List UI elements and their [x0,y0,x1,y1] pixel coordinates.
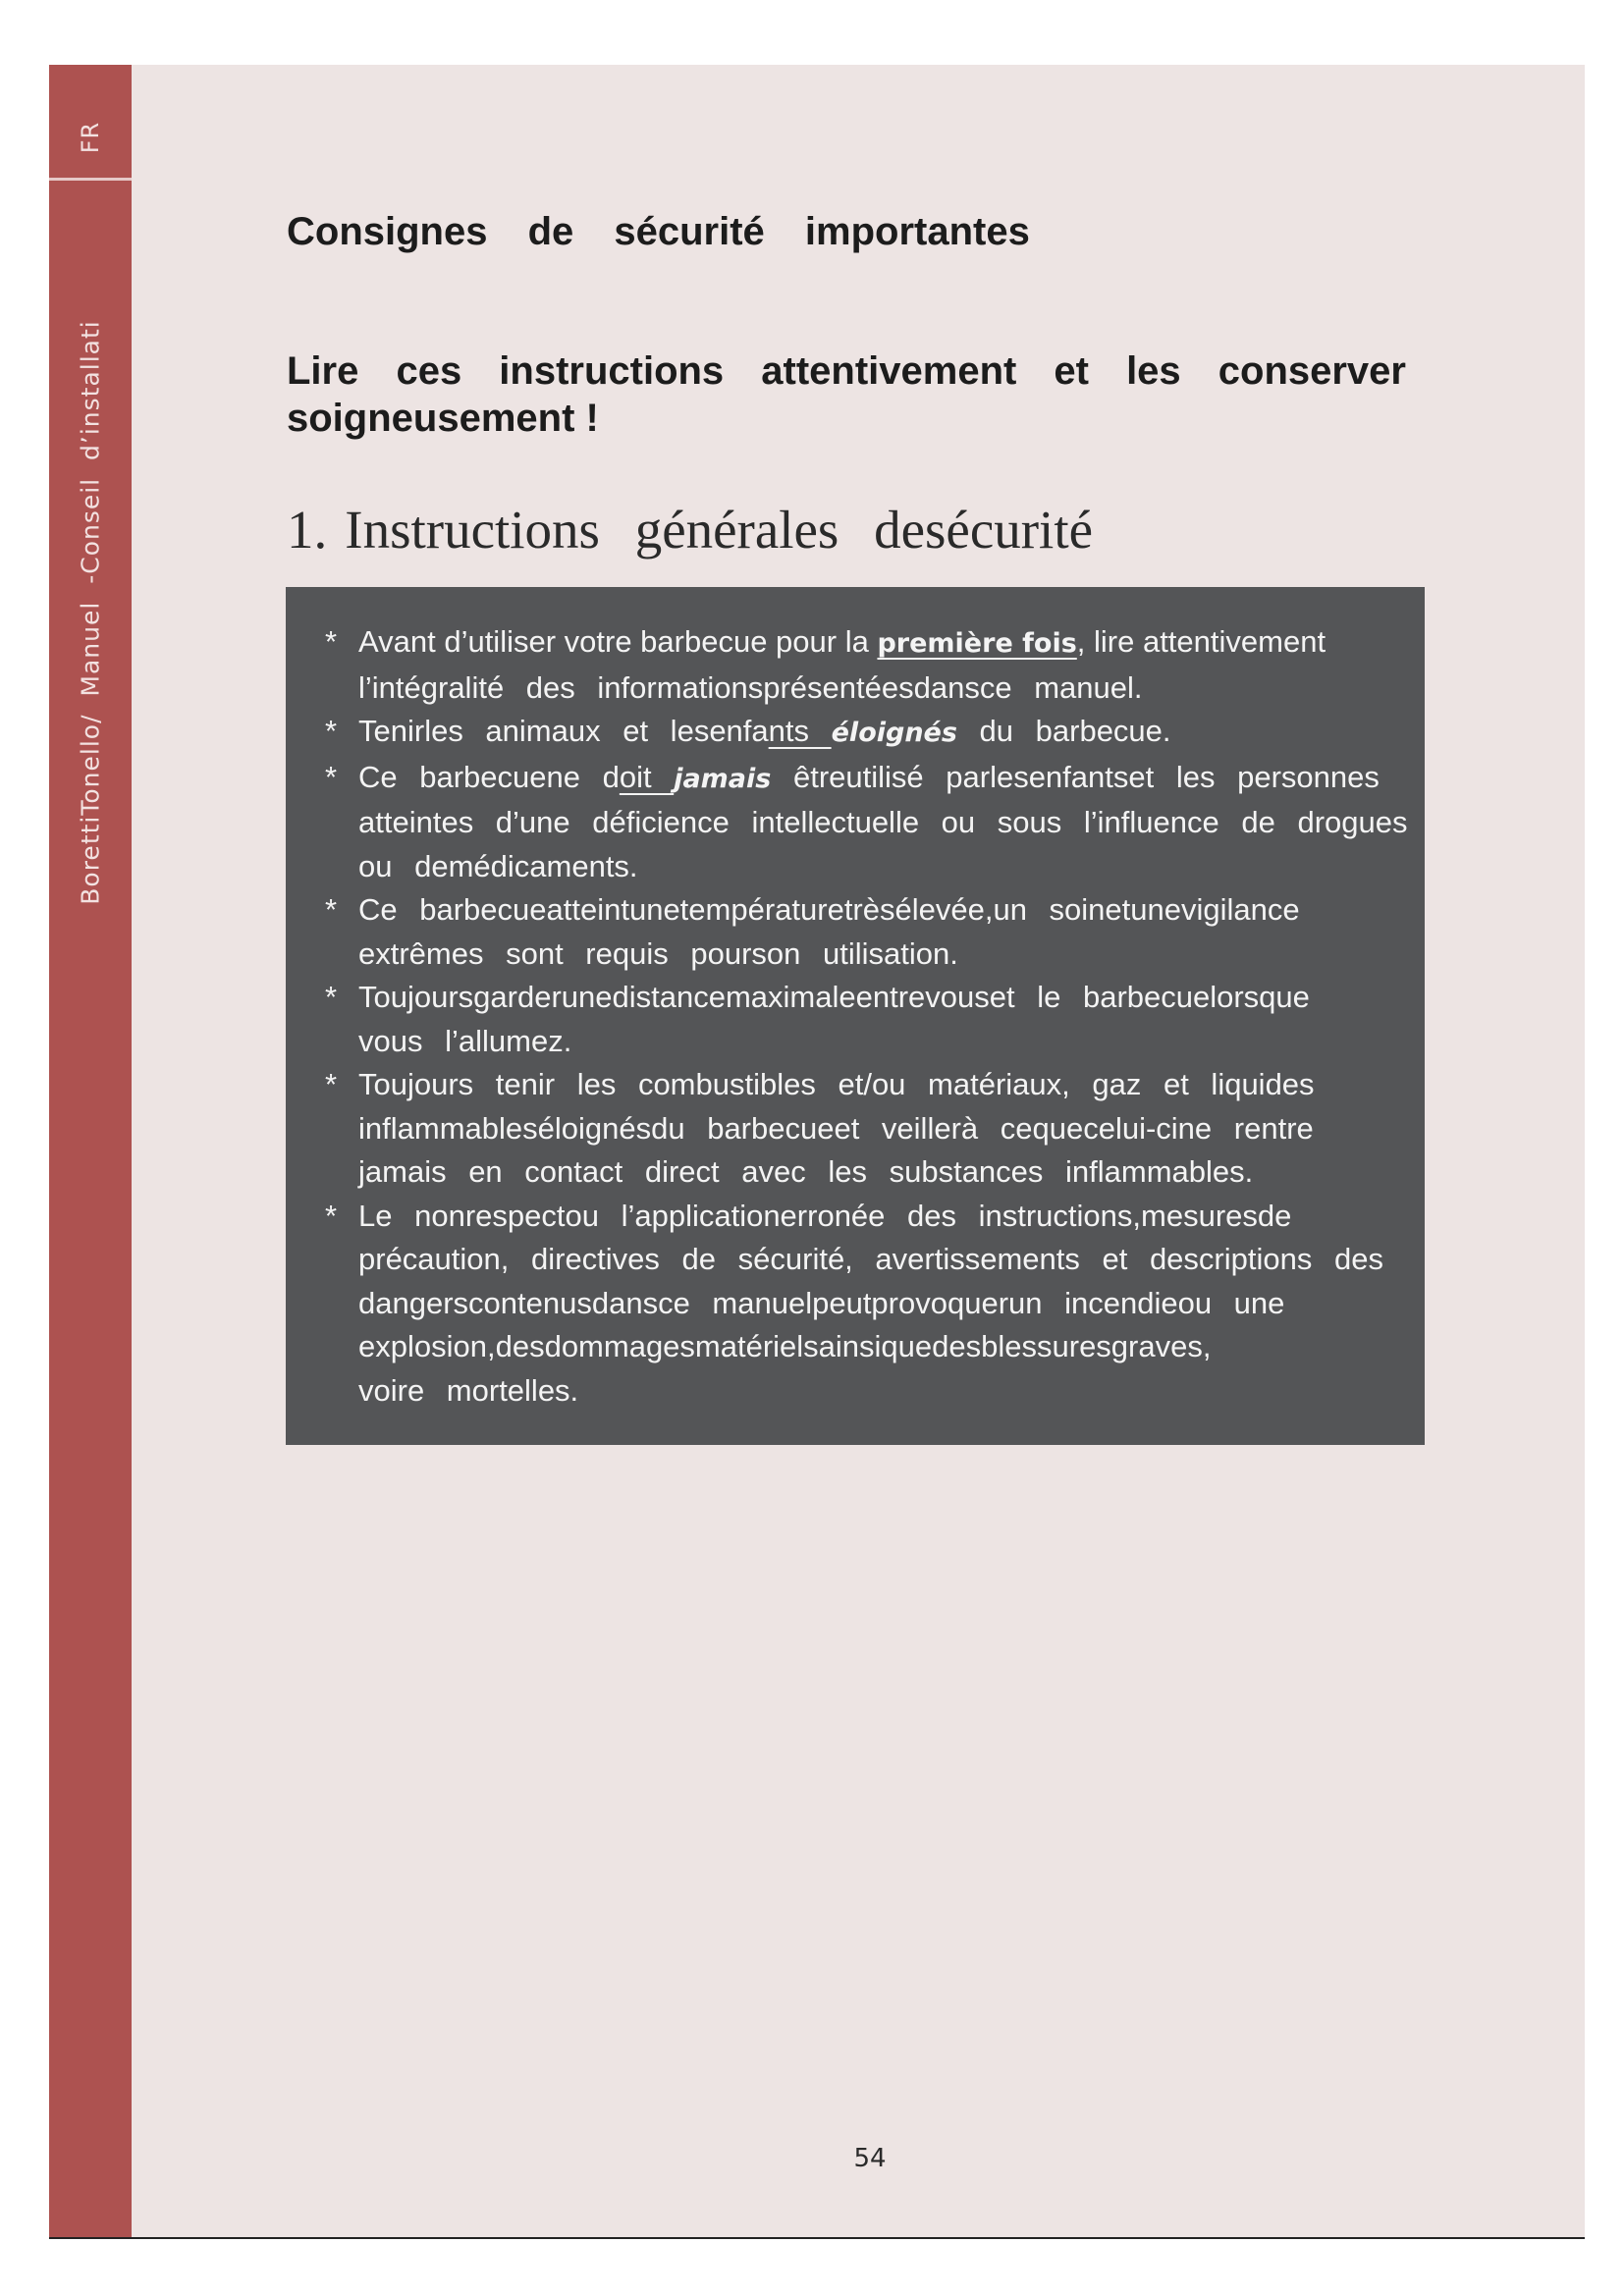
underlined-text: nts [768,714,832,748]
list-item [325,620,1425,710]
bullet-asterisk: * [325,1067,338,1101]
section-heading [287,499,1093,561]
list-item-line: extrêmes sont requis pourson utilisation. [358,935,958,971]
underlined-text: oit [619,759,675,794]
list-item-line: voire mortelles. [358,1372,579,1408]
language-tab [49,65,132,181]
bottom-divider [49,2237,1585,2239]
text-fragment: Ce barbecuene d [358,759,620,794]
list-item-line: vous l’allumez. [358,1023,572,1058]
text-fragment: , lire attentivement [1076,624,1326,659]
list-item-line: jamais en contact direct avec les substances inflammables. [358,1154,1254,1189]
list-item-line: atteintes d’une déficience intellectuelle ou sous l’influence de drogues [358,805,1408,839]
list-item [325,756,1425,889]
page-title: Consignes de sécurité importantes [287,210,1030,253]
list-item-line: Toujoursgarderunedistancemaximaleentrevouset le barbecuelorsque [358,980,1310,1014]
bullet-asterisk: * [325,892,338,927]
list-item-line: Ce barbecueatteintunetempératuretrèsélevée,un soinetunevigilance [358,892,1300,927]
bullet-asterisk: * [325,1198,338,1233]
text-fragment: du barbecue. [956,714,1171,748]
list-item-line: l’intégralité des informationsprésentéesdansce manuel. [358,669,1143,705]
emphasis-text: jamais [674,763,772,794]
section-title: Instructions générales desécurité [345,500,1094,560]
page-number: 54 [853,2144,887,2173]
bullet-asterisk: * [325,714,338,748]
bullet-asterisk: * [325,759,338,794]
page-subtitle: Lire ces instructions attentivement et les conserver soigneusement ! [287,349,1406,440]
language-label: FR [77,121,104,154]
list-item-line [358,756,1425,802]
list-item-line: Toujours tenir les combustibles et/ou matériaux, gaz et liquides [358,1067,1315,1101]
list-item-line [358,620,1425,667]
text-fragment: êtreutilisé parlesenfantset les personnes [771,759,1380,794]
list-item-line: inflammableséloignésdu barbecueet veillerà cequecelui-cine rentre [358,1110,1314,1146]
manual-title-vertical: BorettiTonello/ Manuel -Conseil d’installati [76,320,105,905]
bullet-asterisk: * [325,980,338,1014]
section-number: 1. [287,500,328,560]
list-item-line: explosion,desdommagesmatérielsainsiquedesblessuresgraves, [358,1329,1212,1363]
emphasis-text: éloignés [831,718,957,748]
list-item [325,976,1425,1063]
text-fragment: Tenirles animaux et lesenfa [358,714,769,748]
list-item [325,1195,1425,1414]
list-item-line: dangerscontenusdansce manuelpeutprovoquerun incendieou une [358,1285,1285,1320]
list-item-line [358,710,1425,756]
safety-instructions-box [286,587,1425,1445]
bullet-asterisk: * [325,624,338,659]
sidebar [49,65,132,2239]
emphasis-text: première fois [877,628,1077,659]
list-item [325,888,1425,976]
safety-instructions-list [325,620,1425,1413]
text-fragment: Avant d’utiliser votre barbecue pour la [358,624,869,659]
list-item [325,710,1425,756]
list-item-line: ou demédicaments. [358,848,638,883]
list-item [325,1063,1425,1195]
list-item-line: précaution, directives de sécurité, avertissements et descriptions des [358,1242,1383,1276]
list-item-line: Le nonrespectou l’applicationerronée des instructions,mesuresde [358,1198,1292,1233]
